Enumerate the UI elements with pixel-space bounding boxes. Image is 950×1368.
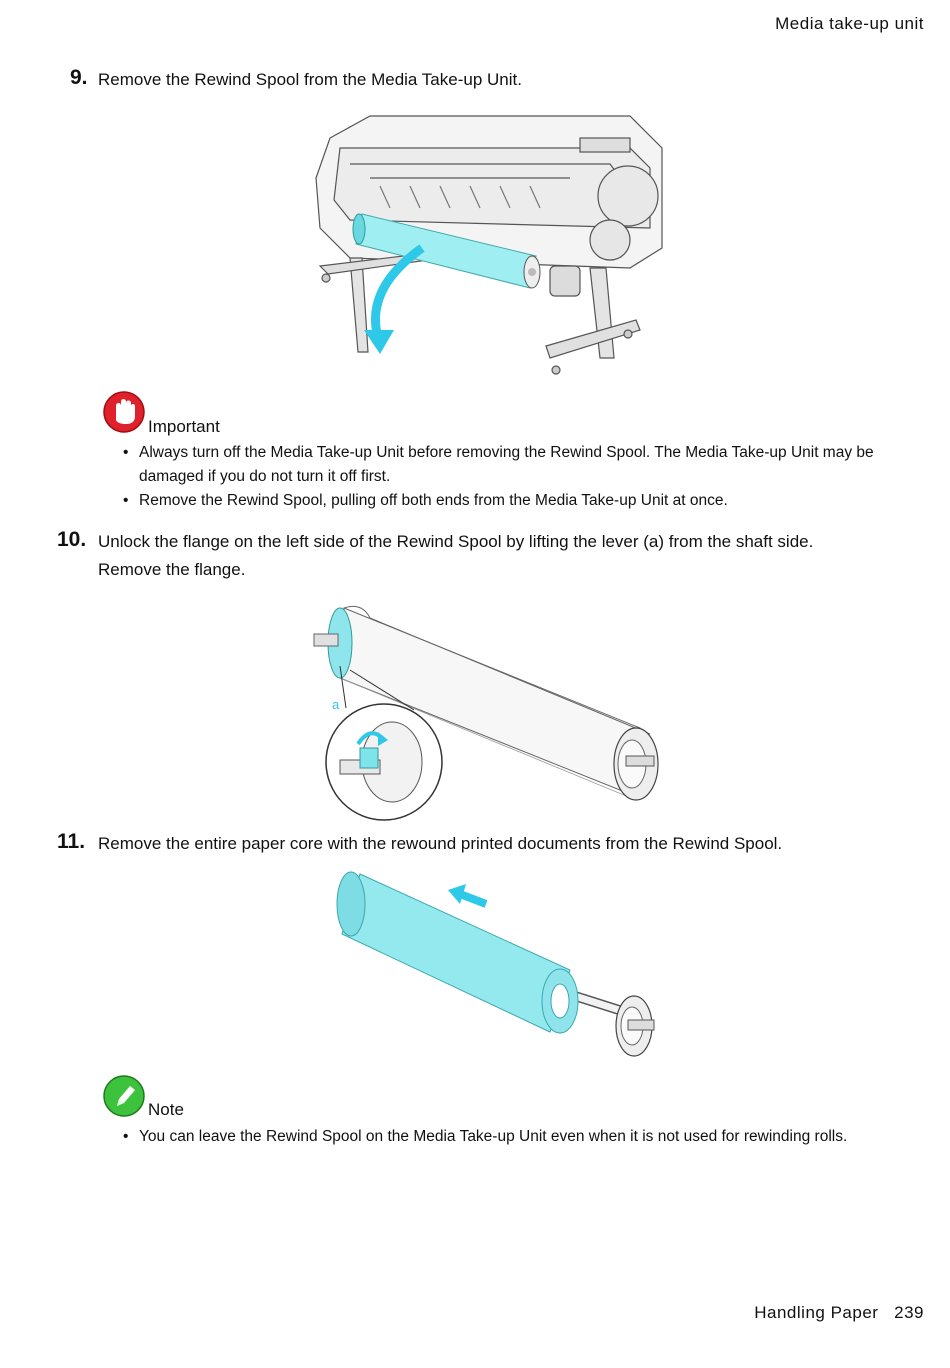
step-9-number: 9. xyxy=(70,66,88,89)
list-item: • You can leave the Rewind Spool on the Media Take-up Unit even when it is not used for rewinding rolls. xyxy=(123,1125,883,1149)
page-number: 239 xyxy=(894,1303,924,1322)
figure-flange-unlock xyxy=(310,588,666,824)
step-11-number: 11. xyxy=(57,830,86,853)
note-bullets xyxy=(123,1125,883,1149)
note-icon-wrap xyxy=(102,1074,146,1118)
note-label: Note xyxy=(148,1100,184,1119)
page-footer xyxy=(754,1303,924,1323)
important-label: Important xyxy=(148,417,220,436)
step-9-text: Remove the Rewind Spool from the Media Take-up Unit. xyxy=(98,70,522,89)
list-item: • Remove the Rewind Spool, pulling off both ends from the Media Take-up Unit at once. xyxy=(123,489,883,513)
callout-letter-a: a xyxy=(332,697,340,712)
figure-remove-paper-core xyxy=(320,866,666,1062)
step-10-number: 10. xyxy=(57,528,87,551)
hand-stop-icon xyxy=(102,390,146,434)
important-bullets xyxy=(123,441,883,513)
list-item: • Always turn off the Media Take-up Unit before removing the Rewind Spool. The Media Take-up Unit may be damaged if you do not turn it off first. xyxy=(123,441,883,489)
step-11-text: Remove the entire paper core with the rewound printed documents from the Rewind Spool. xyxy=(98,834,783,853)
pencil-icon xyxy=(102,1074,146,1118)
running-header: Media take-up unit xyxy=(775,14,924,33)
important-icon-wrap xyxy=(102,390,146,434)
footer-chapter: Handling Paper xyxy=(754,1303,879,1322)
figure-printer-remove-spool xyxy=(310,108,670,380)
step-10-text: Unlock the flange on the left side of the Rewind Spool by lifting the lever (a) from the shaft side. Remove the flange. xyxy=(98,532,814,579)
